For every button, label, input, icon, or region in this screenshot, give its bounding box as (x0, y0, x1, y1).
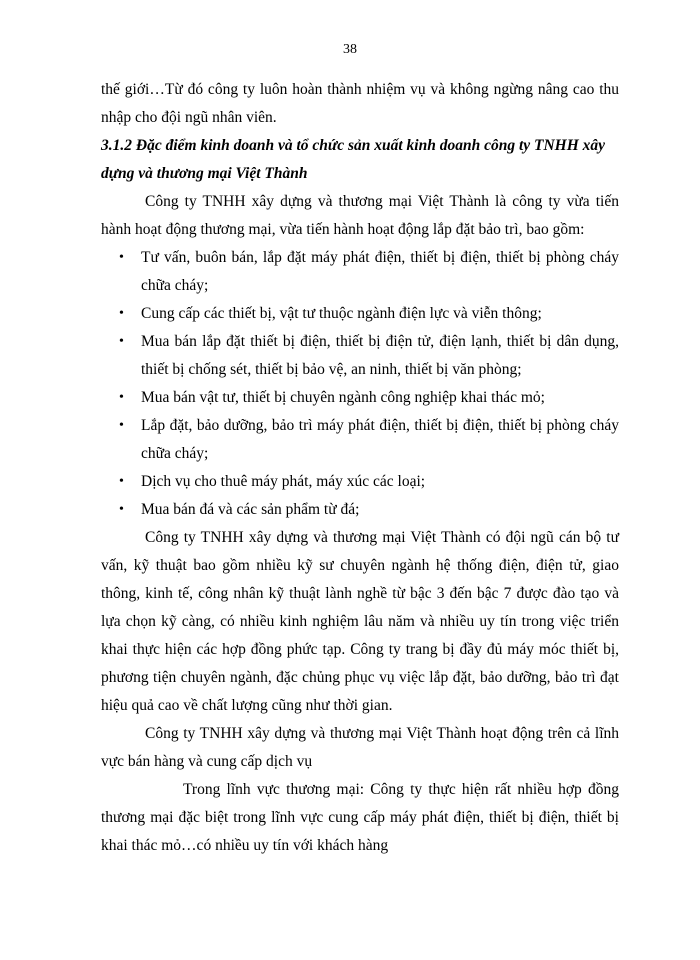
intro-paragraph: thế giới…Từ đó công ty luôn hoàn thành nhiệm vụ và không ngừng nâng cao thu nhập cho đội ngũ nhân viên. (101, 81, 619, 126)
paragraph-trade: Trong lĩnh vực thương mại: Công ty thực hiện rất nhiều hợp đồng thương mại đặc biệt trong lĩnh vực cung cấp máy phát điện, thiết bị điện, thiết bị khai thác mỏ…có nhiều uy tín với khách hàng (101, 781, 619, 854)
list-item-text: Lắp đặt, bảo dưỡng, bảo trì máy phát điện, thiết bị điện, thiết bị phòng cháy chữa cháy; (141, 417, 619, 462)
bullet-icon: • (119, 306, 124, 321)
page-number: 38 (343, 42, 357, 57)
bullet-icon: • (119, 418, 124, 433)
document-body (101, 76, 619, 860)
paragraph-staff: Công ty TNHH xây dựng và thương mại Việt Thành có đội ngũ cán bộ tư vấn, kỹ thuật bao gồm nhiều kỹ sư chuyên ngành hệ thống điện, điện tử, giao thông, kinh tế, công nhân kỹ thuật lành nghề từ bậc 3 đến bậc 7 được đào tạo và lựa chọn kỹ càng, có nhiều kinh nghiệm lâu năm và nhiều uy tín trong việc triển khai thực hiện các hợp đồng phức tạp. Công ty trang bị đầy đủ máy móc thiết bị, phương tiện chuyên ngành, đặc chủng phục vụ việc lắp đặt, bảo dưỡng, bảo trì đạt hiệu quả cao về chất lượng cũng như thời gian. (101, 529, 619, 714)
list-item-text: Mua bán lắp đặt thiết bị điện, thiết bị điện tử, điện lạnh, thiết bị dân dụng, thiết bị chống sét, thiết bị bảo vệ, an ninh, thiết bị văn phòng; (141, 333, 619, 378)
paragraph-fields: Công ty TNHH xây dựng và thương mại Việt Thành hoạt động trên cả lĩnh vực bán hàng và cung cấp dịch vụ (101, 725, 619, 770)
bullet-icon: • (119, 334, 124, 349)
bullet-icon: • (119, 502, 124, 517)
list-item (101, 412, 619, 468)
list-item (101, 244, 619, 300)
list-item-text: Cung cấp các thiết bị, vật tư thuộc ngành điện lực và viễn thông; (141, 305, 542, 322)
bullet-icon: • (119, 390, 124, 405)
list-item-text: Mua bán vật tư, thiết bị chuyên ngành công nghiệp khai thác mỏ; (141, 389, 545, 406)
section-heading: 3.1.2 Đặc điểm kinh doanh và tổ chức sản xuất kinh doanh công ty TNHH xây dựng và thương mại Việt Thành (101, 137, 606, 182)
activities-list (101, 244, 619, 524)
list-item-text: Tư vấn, buôn bán, lắp đặt máy phát điện, thiết bị điện, thiết bị phòng cháy chữa cháy; (141, 249, 619, 294)
list-item (101, 328, 619, 384)
bullet-icon: • (119, 474, 124, 489)
list-item (101, 384, 619, 412)
list-item-text: Mua bán đá và các sản phẩm từ đá; (141, 501, 360, 518)
list-item-text: Dịch vụ cho thuê máy phát, máy xúc các loại; (141, 473, 426, 490)
list-item (101, 496, 619, 524)
bullet-icon: • (119, 250, 124, 265)
paragraph-activities-intro: Công ty TNHH xây dựng và thương mại Việt Thành là công ty vừa tiến hành hoạt động thương mại, vừa tiến hành hoạt động lắp đặt bảo trì, bao gồm: (101, 193, 619, 238)
list-item (101, 300, 619, 328)
list-item (101, 468, 619, 496)
